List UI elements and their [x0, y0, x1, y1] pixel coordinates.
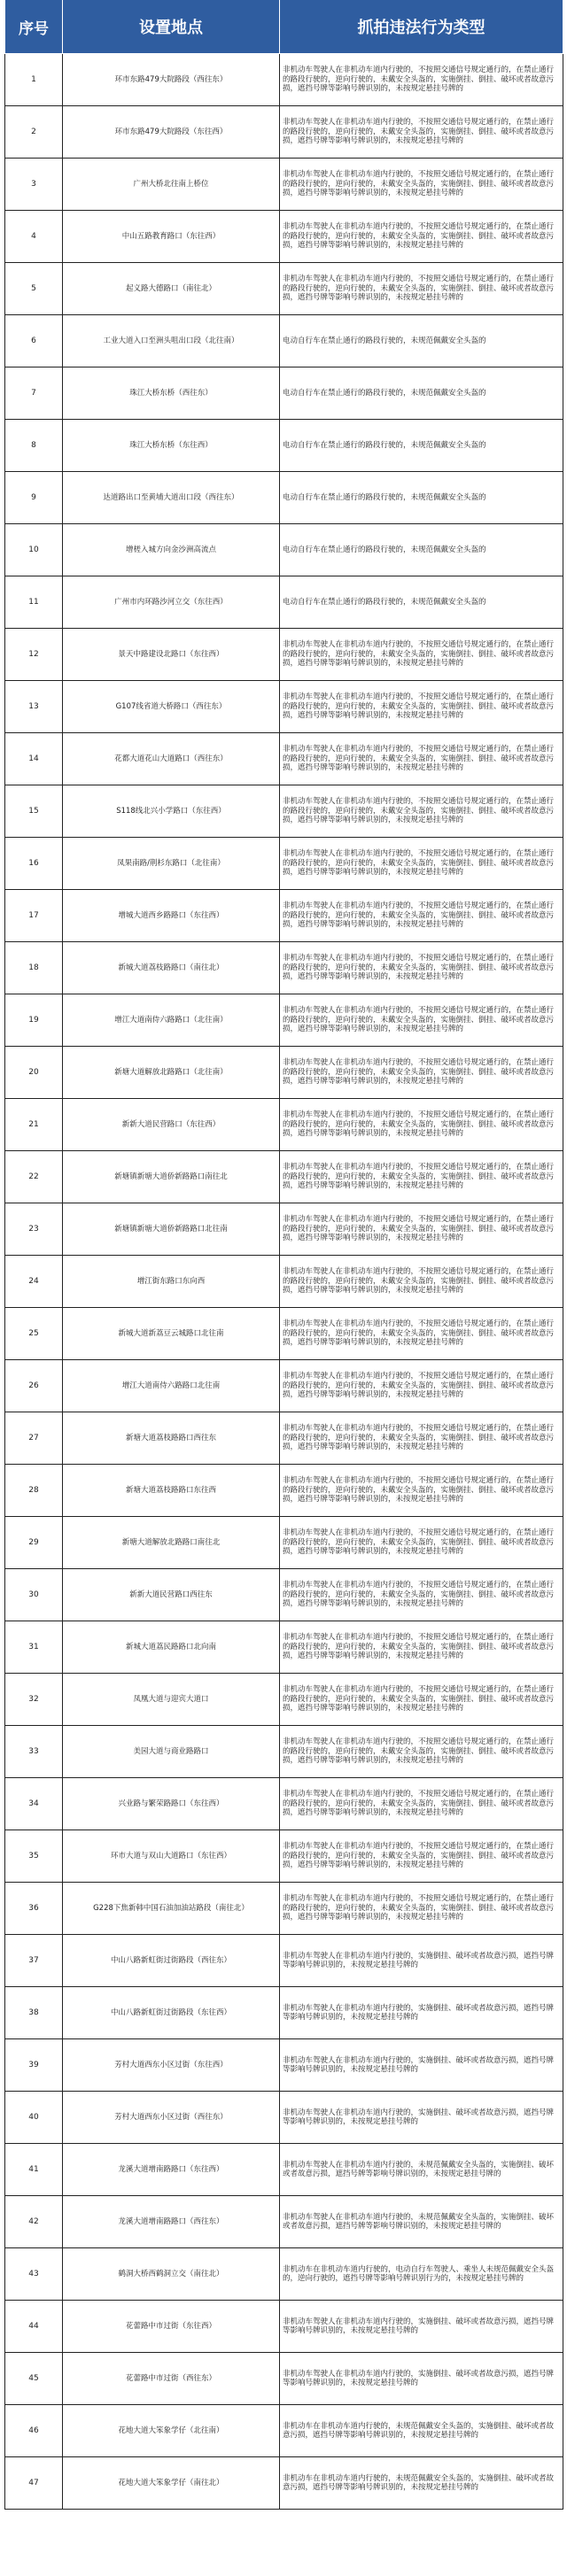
- row-number: 20: [5, 1047, 63, 1099]
- row-location: 花蕾路中市过街（东往西）: [63, 2301, 280, 2353]
- row-number: 42: [5, 2196, 63, 2248]
- row-location: 珠江大桥东桥（西往东）: [63, 367, 280, 420]
- row-violation-type: 电动自行车在禁止通行的路段行驶的，未规范佩戴安全头盔的: [280, 524, 563, 576]
- header-location: 设置地点: [63, 0, 280, 54]
- row-location: 珠江大桥东桥（东往西）: [63, 420, 280, 472]
- row-number: 14: [5, 733, 63, 785]
- row-violation-type: 非机动车驾驶人在非机动车道内行驶的，不按照交通信号规定通行的，在禁止通行的路段行驶的，逆向行驶的，未戴安全头盔的，实施倒挂、倒挂、破坏或者故意污损，遮挡号牌等影响号牌识别的，未按规定悬挂号牌的: [280, 1517, 563, 1569]
- table-row: [5, 2196, 563, 2248]
- row-number: 16: [5, 838, 63, 890]
- row-location: 中山八路新虹街过街路段（东往西）: [63, 1987, 280, 2039]
- row-violation-type: 非机动车在非机动车道内行驶的，未规范佩戴安全头盔的，实施倒挂、破坏或者故意污损，遮挡号牌等影响号牌识别的，未按规定悬挂号牌的: [280, 2405, 563, 2457]
- row-violation-type: 电动自行车在禁止通行的路段行驶的，未规范佩戴安全头盔的: [280, 472, 563, 524]
- row-number: 25: [5, 1308, 63, 1360]
- table-row: [5, 2405, 563, 2457]
- row-number: 3: [5, 159, 63, 211]
- row-location: 增槎入城方向金沙洲高流点: [63, 524, 280, 576]
- row-location: S118线北兴小学路口（东往西）: [63, 785, 280, 838]
- row-number: 46: [5, 2405, 63, 2457]
- table-row: [5, 159, 563, 211]
- table-row: [5, 1883, 563, 1935]
- row-location: 新塘镇新塘大道侨新路路口北往南: [63, 1203, 280, 1256]
- row-violation-type: 非机动车驾驶人在非机动车道内行驶的，实施倒挂、破坏或者故意污损，遮挡号牌等影响号牌识别的，未按规定悬挂号牌的: [280, 1987, 563, 2039]
- row-location: 龙溪大道增南路路口（西往东）: [63, 2196, 280, 2248]
- table-row: [5, 1517, 563, 1569]
- table-row: [5, 524, 563, 576]
- row-violation-type: 非机动车驾驶人在非机动车道内行驶的，不按照交通信号规定通行的，在禁止通行的路段行驶的，逆向行驶的，未戴安全头盔的，实施倒挂、倒挂、破坏或者故意污损，遮挡号牌等影响号牌识别的，未按规定悬挂号牌的: [280, 1621, 563, 1674]
- row-location: 美园大道与商业路路口: [63, 1726, 280, 1778]
- table-row: [5, 576, 563, 629]
- row-violation-type: 非机动车驾驶人在非机动车道内行驶的，未规范佩戴安全头盔的，实施倒挂、破坏或者故意污损，遮挡号牌等影响号牌识别的，未按规定悬挂号牌的: [280, 2144, 563, 2196]
- row-location: 花都大道花山大道路口（西往东）: [63, 733, 280, 785]
- row-number: 15: [5, 785, 63, 838]
- row-violation-type: 非机动车驾驶人在非机动车道内行驶的，不按照交通信号规定通行的，在禁止通行的路段行驶的，逆向行驶的，未戴安全头盔的，实施倒挂、倒挂、破坏或者故意污损，遮挡号牌等影响号牌识别的，未按规定悬挂号牌的: [280, 1569, 563, 1621]
- table-row: [5, 994, 563, 1047]
- table-row: [5, 2353, 563, 2405]
- row-violation-type: 非机动车驾驶人在非机动车道内行驶的，不按照交通信号规定通行的，在禁止通行的路段行驶的，逆向行驶的，未戴安全头盔的，实施倒挂、倒挂、破坏或者故意污损，遮挡号牌等影响号牌识别的，未按规定悬挂号牌的: [280, 1726, 563, 1778]
- row-violation-type: 非机动车驾驶人在非机动车道内行驶的，不按照交通信号规定通行的，在禁止通行的路段行驶的，逆向行驶的，未戴安全头盔的，实施倒挂、倒挂、破坏或者故意污损，遮挡号牌等影响号牌识别的，未按规定悬挂号牌的: [280, 785, 563, 838]
- table-row: [5, 1621, 563, 1674]
- row-number: 5: [5, 263, 63, 315]
- row-number: 45: [5, 2353, 63, 2405]
- row-number: 13: [5, 681, 63, 733]
- row-number: 6: [5, 315, 63, 367]
- table-row: [5, 2039, 563, 2092]
- row-number: 7: [5, 367, 63, 420]
- table-row: [5, 2248, 563, 2301]
- row-violation-type: 非机动车驾驶人在非机动车道内行驶的，不按照交通信号规定通行的，在禁止通行的路段行驶的，逆向行驶的，未戴安全头盔的，实施倒挂、倒挂、破坏或者故意污损，遮挡号牌等影响号牌识别的，未按规定悬挂号牌的: [280, 1151, 563, 1203]
- table-row: [5, 1256, 563, 1308]
- row-number: 30: [5, 1569, 63, 1621]
- row-violation-type: 非机动车驾驶人在非机动车道内行驶的，不按照交通信号规定通行的，在禁止通行的路段行驶的，逆向行驶的，未戴安全头盔的，实施倒挂、倒挂、破坏或者故意污损，遮挡号牌等影响号牌识别的，未按规定悬挂号牌的: [280, 733, 563, 785]
- row-location: 新塘大道解放北路路口南往北: [63, 1517, 280, 1569]
- table-row: [5, 785, 563, 838]
- row-violation-type: 非机动车驾驶人在非机动车道内行驶的，不按照交通信号规定通行的，在禁止通行的路段行驶的，逆向行驶的，未戴安全头盔的，实施倒挂、倒挂、破坏或者故意污损，遮挡号牌等影响号牌识别的，未按规定悬挂号牌的: [280, 1465, 563, 1517]
- row-number: 1: [5, 54, 63, 106]
- row-violation-type: 非机动车驾驶人在非机动车道内行驶的，不按照交通信号规定通行的，在禁止通行的路段行驶的，逆向行驶的，未戴安全头盔的，实施倒挂、倒挂、破坏或者故意污损，遮挡号牌等影响号牌识别的，未按规定悬挂号牌的: [280, 54, 563, 106]
- table-row: [5, 1674, 563, 1726]
- row-number: 27: [5, 1412, 63, 1465]
- row-number: 40: [5, 2092, 63, 2144]
- row-location: 广州大桥北往南上桥位: [63, 159, 280, 211]
- table-row: [5, 1099, 563, 1151]
- row-violation-type: 非机动车驾驶人在非机动车道内行驶的，不按照交通信号规定通行的，在禁止通行的路段行驶的，逆向行驶的，未戴安全头盔的，实施倒挂、倒挂、破坏或者故意污损，遮挡号牌等影响号牌识别的，未按规定悬挂号牌的: [280, 263, 563, 315]
- table-row: [5, 2457, 563, 2510]
- row-number: 26: [5, 1360, 63, 1412]
- row-location: 增城大道西乡路路口（东往西）: [63, 890, 280, 942]
- row-violation-type: 非机动车驾驶人在非机动车道内行驶的，实施倒挂、破坏或者故意污损，遮挡号牌等影响号牌识别的，未按规定悬挂号牌的: [280, 2092, 563, 2144]
- row-location: 中山八路新虹街过街路段（西往东）: [63, 1935, 280, 1987]
- row-location: 新塘大道解放北路路口（北往南）: [63, 1047, 280, 1099]
- table-row: [5, 1465, 563, 1517]
- row-violation-type: 非机动车驾驶人在非机动车道内行驶的，不按照交通信号规定通行的，在禁止通行的路段行驶的，逆向行驶的，未戴安全头盔的，实施倒挂、倒挂、破坏或者故意污损，遮挡号牌等影响号牌识别的，未按规定悬挂号牌的: [280, 942, 563, 994]
- row-violation-type: 电动自行车在禁止通行的路段行驶的，未规范佩戴安全头盔的: [280, 576, 563, 629]
- table-row: [5, 890, 563, 942]
- row-location: 兴业路与繁荣路路口（东往西）: [63, 1778, 280, 1830]
- row-violation-type: 非机动车驾驶人在非机动车道内行驶的，不按照交通信号规定通行的，在禁止通行的路段行驶的，逆向行驶的，未戴安全头盔的，实施倒挂、倒挂、破坏或者故意污损，遮挡号牌等影响号牌识别的，未按规定悬挂号牌的: [280, 1360, 563, 1412]
- table-row: [5, 420, 563, 472]
- row-violation-type: 非机动车驾驶人在非机动车道内行驶的，不按照交通信号规定通行的，在禁止通行的路段行驶的，逆向行驶的，未戴安全头盔的，实施倒挂、倒挂、破坏或者故意污损，遮挡号牌等影响号牌识别的，未按规定悬挂号牌的: [280, 1099, 563, 1151]
- row-number: 10: [5, 524, 63, 576]
- row-violation-type: 非机动车驾驶人在非机动车道内行驶的，不按照交通信号规定通行的，在禁止通行的路段行驶的，逆向行驶的，未戴安全头盔的，实施倒挂、倒挂、破坏或者故意污损，遮挡号牌等影响号牌识别的，未按规定悬挂号牌的: [280, 629, 563, 681]
- row-violation-type: 电动自行车在禁止通行的路段行驶的，未规范佩戴安全头盔的: [280, 315, 563, 367]
- row-number: 39: [5, 2039, 63, 2092]
- row-location: 新塘大道荔枝路路口西往东: [63, 1412, 280, 1465]
- row-location: 增江街东路口东向西: [63, 1256, 280, 1308]
- row-location: 增江大道南侍六路路口北往南: [63, 1360, 280, 1412]
- row-location: 环市东路479大院路段（西往东）: [63, 54, 280, 106]
- header-number: 序号: [5, 0, 63, 54]
- row-location: G228下焦新韩中国石油加油站路段（南往北）: [63, 1883, 280, 1935]
- row-number: 38: [5, 1987, 63, 2039]
- row-number: 9: [5, 472, 63, 524]
- row-number: 32: [5, 1674, 63, 1726]
- row-location: 工业大道入口至洲头咀出口段（北往南）: [63, 315, 280, 367]
- row-violation-type: 非机动车驾驶人在非机动车道内行驶的，不按照交通信号规定通行的，在禁止通行的路段行驶的，逆向行驶的，未戴安全头盔的，实施倒挂、倒挂、破坏或者故意污损，遮挡号牌等影响号牌识别的，未按规定悬挂号牌的: [280, 1308, 563, 1360]
- row-location: 广州市内环路沙河立交（东往西）: [63, 576, 280, 629]
- row-number: 33: [5, 1726, 63, 1778]
- row-location: 新塘大道荔枝路路口东往西: [63, 1465, 280, 1517]
- row-number: 29: [5, 1517, 63, 1569]
- row-violation-type: 非机动车驾驶人在非机动车道内行驶的，实施倒挂、破坏或者故意污损，遮挡号牌等影响号牌识别的，未按规定悬挂号牌的: [280, 2301, 563, 2353]
- row-number: 37: [5, 1935, 63, 1987]
- table-row: [5, 1203, 563, 1256]
- table-row: [5, 211, 563, 263]
- table-row: [5, 263, 563, 315]
- table-row: [5, 733, 563, 785]
- row-location: 起义路大德路口（南往北）: [63, 263, 280, 315]
- row-number: 4: [5, 211, 63, 263]
- table-row: [5, 1360, 563, 1412]
- row-violation-type: 非机动车驾驶人在非机动车道内行驶的，不按照交通信号规定通行的，在禁止通行的路段行驶的，逆向行驶的，未戴安全头盔的，实施倒挂、倒挂、破坏或者故意污损，遮挡号牌等影响号牌识别的，未按规定悬挂号牌的: [280, 1674, 563, 1726]
- row-location: 新新大道民营路口西往东: [63, 1569, 280, 1621]
- row-number: 43: [5, 2248, 63, 2301]
- table-row: [5, 106, 563, 159]
- row-number: 44: [5, 2301, 63, 2353]
- row-location: 新城大道新荔豆云城路口北往南: [63, 1308, 280, 1360]
- row-violation-type: 非机动车驾驶人在非机动车道内行驶的，实施倒挂、破坏或者故意污损，遮挡号牌等影响号牌识别的，未按规定悬挂号牌的: [280, 2353, 563, 2405]
- table-row: [5, 1726, 563, 1778]
- row-violation-type: 非机动车驾驶人在非机动车道内行驶的，不按照交通信号规定通行的，在禁止通行的路段行驶的，逆向行驶的，未戴安全头盔的，实施倒挂、倒挂、破坏或者故意污损，遮挡号牌等影响号牌识别的，未按规定悬挂号牌的: [280, 1256, 563, 1308]
- row-number: 11: [5, 576, 63, 629]
- row-location: 芳村大道西东小区过街（西往东）: [63, 2092, 280, 2144]
- row-violation-type: 非机动车驾驶人在非机动车道内行驶的，不按照交通信号规定通行的，在禁止通行的路段行驶的，逆向行驶的，未戴安全头盔的，实施倒挂、倒挂、破坏或者故意污损，遮挡号牌等影响号牌识别的，未按规定悬挂号牌的: [280, 1203, 563, 1256]
- row-location: 环市东路479大院路段（东往西）: [63, 106, 280, 159]
- table-row: [5, 681, 563, 733]
- row-location: 芳村大道西东小区过街（东往西）: [63, 2039, 280, 2092]
- table-row: [5, 2301, 563, 2353]
- row-number: 18: [5, 942, 63, 994]
- row-number: 12: [5, 629, 63, 681]
- row-number: 23: [5, 1203, 63, 1256]
- row-location: 新城大道荔民路路口北向南: [63, 1621, 280, 1674]
- row-location: 花地大道大笨象学仔（南往北）: [63, 2457, 280, 2510]
- table-row: [5, 1047, 563, 1099]
- row-location: 花蕾路中市过街（西往东）: [63, 2353, 280, 2405]
- row-location: 花地大道大笨象学仔（北往南）: [63, 2405, 280, 2457]
- row-violation-type: 电动自行车在禁止通行的路段行驶的，未规范佩戴安全头盔的: [280, 367, 563, 420]
- row-violation-type: 非机动车驾驶人在非机动车道内行驶的，不按照交通信号规定通行的，在禁止通行的路段行驶的，逆向行驶的，未戴安全头盔的，实施倒挂、倒挂、破坏或者故意污损，遮挡号牌等影响号牌识别的，未按规定悬挂号牌的: [280, 1778, 563, 1830]
- row-location: 新新大道民营路口（东往西）: [63, 1099, 280, 1151]
- table-row: [5, 838, 563, 890]
- row-violation-type: 非机动车驾驶人在非机动车道内行驶的，不按照交通信号规定通行的，在禁止通行的路段行驶的，逆向行驶的，未戴安全头盔的，实施倒挂、倒挂、破坏或者故意污损，遮挡号牌等影响号牌识别的，未按规定悬挂号牌的: [280, 211, 563, 263]
- row-violation-type: 非机动车驾驶人在非机动车道内行驶的，实施倒挂、破坏或者故意污损，遮挡号牌等影响号牌识别的，未按规定悬挂号牌的: [280, 2039, 563, 2092]
- row-violation-type: 非机动车驾驶人在非机动车道内行驶的，不按照交通信号规定通行的，在禁止通行的路段行驶的，逆向行驶的，未戴安全头盔的，实施倒挂、倒挂、破坏或者故意污损，遮挡号牌等影响号牌识别的，未按规定悬挂号牌的: [280, 1830, 563, 1883]
- row-violation-type: 非机动车驾驶人在非机动车道内行驶的，不按照交通信号规定通行的，在禁止通行的路段行驶的，逆向行驶的，未戴安全头盔的，实施倒挂、倒挂、破坏或者故意污损，遮挡号牌等影响号牌识别的，未按规定悬挂号牌的: [280, 838, 563, 890]
- table-row: [5, 1151, 563, 1203]
- table-row: [5, 472, 563, 524]
- row-violation-type: 非机动车驾驶人在非机动车道内行驶的，未规范佩戴安全头盔的，实施倒挂、破坏或者故意污损，遮挡号牌等影响号牌识别的，未按规定悬挂号牌的: [280, 2196, 563, 2248]
- table-body: [5, 54, 563, 2510]
- table-row: [5, 315, 563, 367]
- header-violation-type: 抓拍违法行为类型: [280, 0, 563, 54]
- row-violation-type: 非机动车驾驶人在非机动车道内行驶的，不按照交通信号规定通行的，在禁止通行的路段行驶的，逆向行驶的，未戴安全头盔的，实施倒挂、倒挂、破坏或者故意污损，遮挡号牌等影响号牌识别的，未按规定悬挂号牌的: [280, 1883, 563, 1935]
- row-number: 17: [5, 890, 63, 942]
- row-location: 景天中路建设北路口（东往西）: [63, 629, 280, 681]
- row-violation-type: 非机动车驾驶人在非机动车道内行驶的，不按照交通信号规定通行的，在禁止通行的路段行驶的，逆向行驶的，未戴安全头盔的，实施倒挂、倒挂、破坏或者故意污损，遮挡号牌等影响号牌识别的，未按规定悬挂号牌的: [280, 890, 563, 942]
- row-violation-type: 非机动车驾驶人在非机动车道内行驶的，不按照交通信号规定通行的，在禁止通行的路段行驶的，逆向行驶的，未戴安全头盔的，实施倒挂、倒挂、破坏或者故意污损，遮挡号牌等影响号牌识别的，未按规定悬挂号牌的: [280, 681, 563, 733]
- row-violation-type: 非机动车驾驶人在非机动车道内行驶的，实施倒挂、破坏或者故意污损，遮挡号牌等影响号牌识别的，未按规定悬挂号牌的: [280, 1935, 563, 1987]
- row-number: 47: [5, 2457, 63, 2510]
- table-row: [5, 54, 563, 106]
- row-location: 环市大道与双山大道路口（东往西）: [63, 1830, 280, 1883]
- table-row: [5, 2092, 563, 2144]
- row-number: 21: [5, 1099, 63, 1151]
- row-number: 34: [5, 1778, 63, 1830]
- row-violation-type: 非机动车驾驶人在非机动车道内行驶的，不按照交通信号规定通行的，在禁止通行的路段行驶的，逆向行驶的，未戴安全头盔的，实施倒挂、倒挂、破坏或者故意污损，遮挡号牌等影响号牌识别的，未按规定悬挂号牌的: [280, 994, 563, 1047]
- row-number: 28: [5, 1465, 63, 1517]
- table-row: [5, 367, 563, 420]
- row-location: G107线省道大桥路口（西往东）: [63, 681, 280, 733]
- row-violation-type: 电动自行车在禁止通行的路段行驶的，未规范佩戴安全头盔的: [280, 420, 563, 472]
- row-location: 凤果南路/荆杉东路口（北往南）: [63, 838, 280, 890]
- table-row: [5, 1778, 563, 1830]
- row-location: 新城大道荔枝路路口（南往北）: [63, 942, 280, 994]
- row-location: 新塘镇新塘大道侨新路路口南往北: [63, 1151, 280, 1203]
- header-row: [5, 0, 563, 54]
- table-row: [5, 942, 563, 994]
- row-number: 22: [5, 1151, 63, 1203]
- row-violation-type: 非机动车在非机动车道内行驶的，未规范佩戴安全头盔的，实施倒挂、破坏或者故意污损，遮挡号牌等影响号牌识别的，未按规定悬挂号牌的: [280, 2457, 563, 2510]
- row-number: 2: [5, 106, 63, 159]
- row-number: 41: [5, 2144, 63, 2196]
- row-number: 36: [5, 1883, 63, 1935]
- row-location: 达道路出口至黄埔大道出口段（西往东）: [63, 472, 280, 524]
- table-row: [5, 2144, 563, 2196]
- table-row: [5, 1308, 563, 1360]
- table-row: [5, 1935, 563, 1987]
- row-location: 凤凰大道与迎宾大道口: [63, 1674, 280, 1726]
- violation-camera-table: [4, 0, 563, 2510]
- row-location: 中山五路教育路口（东往西）: [63, 211, 280, 263]
- row-number: 35: [5, 1830, 63, 1883]
- table-row: [5, 629, 563, 681]
- row-violation-type: 非机动车在非机动车道内行驶的，电动自行车驾驶人、乘坐人未规范佩戴安全头盔的，逆向行驶的，遮挡号牌等影响号牌识别行为的，未按规定悬挂号牌的: [280, 2248, 563, 2301]
- row-number: 31: [5, 1621, 63, 1674]
- row-number: 8: [5, 420, 63, 472]
- table-row: [5, 1569, 563, 1621]
- row-number: 19: [5, 994, 63, 1047]
- row-violation-type: 非机动车驾驶人在非机动车道内行驶的，不按照交通信号规定通行的，在禁止通行的路段行驶的，逆向行驶的，未戴安全头盔的，实施倒挂、倒挂、破坏或者故意污损，遮挡号牌等影响号牌识别的，未按规定悬挂号牌的: [280, 106, 563, 159]
- table-row: [5, 1412, 563, 1465]
- table-row: [5, 1830, 563, 1883]
- row-violation-type: 非机动车驾驶人在非机动车道内行驶的，不按照交通信号规定通行的，在禁止通行的路段行驶的，逆向行驶的，未戴安全头盔的，实施倒挂、倒挂、破坏或者故意污损，遮挡号牌等影响号牌识别的，未按规定悬挂号牌的: [280, 159, 563, 211]
- row-violation-type: 非机动车驾驶人在非机动车道内行驶的，不按照交通信号规定通行的，在禁止通行的路段行驶的，逆向行驶的，未戴安全头盔的，实施倒挂、倒挂、破坏或者故意污损，遮挡号牌等影响号牌识别的，未按规定悬挂号牌的: [280, 1412, 563, 1465]
- row-location: 增江大道南侍六路路口（北往南）: [63, 994, 280, 1047]
- row-number: 24: [5, 1256, 63, 1308]
- row-violation-type: 非机动车驾驶人在非机动车道内行驶的，不按照交通信号规定通行的，在禁止通行的路段行驶的，逆向行驶的，未戴安全头盔的，实施倒挂、倒挂、破坏或者故意污损，遮挡号牌等影响号牌识别的，未按规定悬挂号牌的: [280, 1047, 563, 1099]
- row-location: 鹤洞大桥西鹤洞立交（南往北）: [63, 2248, 280, 2301]
- table-row: [5, 1987, 563, 2039]
- row-location: 龙溪大道增南路路口（东往西）: [63, 2144, 280, 2196]
